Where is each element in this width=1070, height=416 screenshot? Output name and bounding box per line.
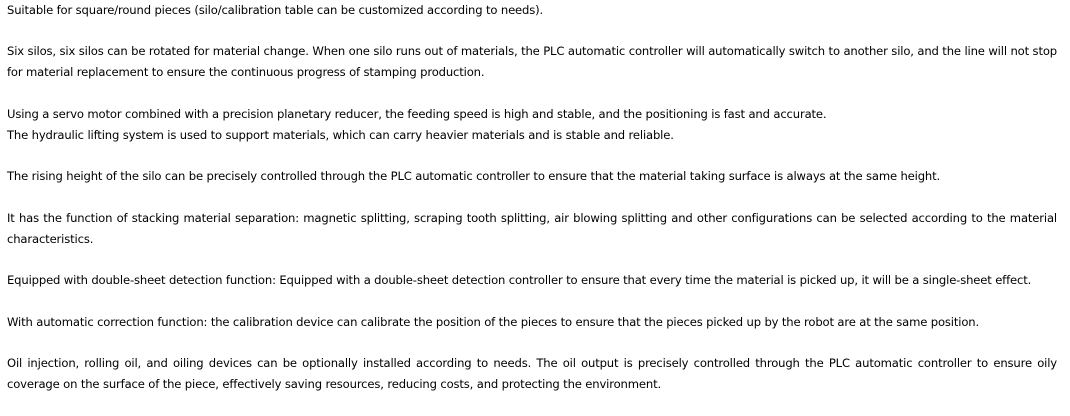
text-line: It has the function of stacking material separation: magnetic splitting, scraping tooth splitting, air blowing splitting and other configurations can be selected according to the material (7, 211, 1057, 225)
text-line: Suitable for square/round pieces (silo/calibration table can be customized according to needs). (7, 3, 544, 17)
paragraph-material-separation (7, 208, 1057, 249)
paragraph-automatic-correction (7, 312, 1057, 333)
paragraph-servo-motor (7, 104, 1057, 145)
text-line: Six silos, six silos can be rotated for material change. When one silo runs out of materials, the PLC automatic controller will automatically switch to another silo, and the line will not stop (7, 44, 1057, 58)
paragraph-six-silos (7, 41, 1057, 82)
text-line: The hydraulic lifting system is used to support materials, which can carry heavier materials and is stable and reliable. (7, 127, 674, 142)
text-line: Equipped with double-sheet detection function: Equipped with a double-sheet detection controller to ensure that every time the material is picked up, it will be a single-sheet effect. (7, 273, 1032, 287)
text-line: Oil injection, rolling oil, and oiling devices can be optionally installed according to needs. The oil output is precisely controlled through the PLC automatic controller to ensure oily (7, 356, 1057, 370)
text-line: characteristics. (7, 231, 94, 246)
text-line: coverage on the surface of the piece, effectively saving resources, reducing costs, and protecting the environment. (7, 376, 662, 391)
paragraph-oil-injection (7, 353, 1057, 394)
paragraph-suitable-pieces (7, 0, 1057, 21)
text-line: The rising height of the silo can be precisely controlled through the PLC automatic controller to ensure that the material taking surface is always at the same height. (7, 169, 941, 183)
text-line: for material replacement to ensure the continuous progress of stamping production. (7, 64, 485, 79)
paragraph-double-sheet (7, 270, 1057, 291)
text-line: Using a servo motor combined with a precision planetary reducer, the feeding speed is high and stable, and the positioning is fast and accurate. (7, 107, 827, 121)
text-line: With automatic correction function: the calibration device can calibrate the position of the pieces to ensure that the pieces picked up by the robot are at the same position. (7, 315, 979, 329)
paragraph-rising-height (7, 166, 1057, 187)
